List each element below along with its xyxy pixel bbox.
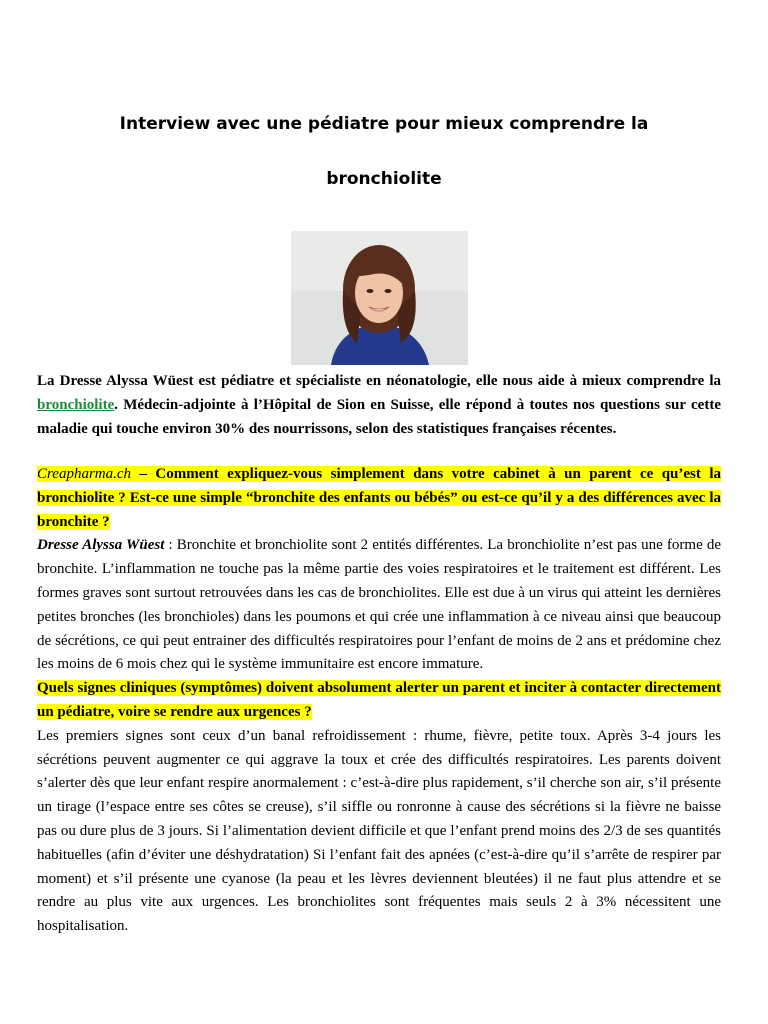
- page-title: Interview avec une pédiatre pour mieux comprendre la: [119, 114, 649, 134]
- interview-body: [37, 463, 721, 939]
- intro-paragraph: [37, 370, 721, 441]
- answer-2-text: Les premiers signes sont ceux d’un banal refroidissement : rhume, fièvre, petite toux. Après 3-4 jours les sécrétions peuvent augmenter ce qui aggrave la toux et crée des difficultés respiratoires. Les parents doivent s’alerter dès que leur enfant respire anormalement : c’est-à-dire plus rapidement, s’il cherche son air, s’il présente un tirage (l’espace entre ses côtes se creuse), s’il siffle ou ronronne à cause des sécrétions si la fièvre ne baisse pas ou dure plus de 3 jours. Si l’alimentation devient difficile et que l’enfant prend moins des 2/3 de ses quantités habituelles (afin d’éviter une déshydratation) Si l’enfant fait des apnées (c’est-à-dire qu’il s’arrête de respirer par moment) et s’il présente une cyanose (la peau et les lèvres deviennent bleutées) il ne faut plus attendre et se rendre au plus vite aux urgences. Les bronchiolites sont fréquentes mais seuls 2 à 3% nécessitent une hospitalisation.: [37, 727, 721, 935]
- pediatrician-photo: [291, 231, 468, 365]
- answer-1-text: : Bronchite et bronchiolite sont 2 entités différentes. La bronchiolite n’est pas une forme de bronchite. L’inflammation ne touche pas la même partie des voies respiratoires et le traitement est différent. Les formes graves sont surtout retrouvées dans les cas de bronchiolites. Elle est due à un virus qui atteint les dernières petites bronches (les bronchioles) dans les poumons et qui crée une inflammation à ce niveau ainsi que beaucoup de sécrétions, ce qui peut entrainer des difficultés respiratoires pour l’enfant de moins de 2 ans et prédomine chez les moins de 6 mois chez qui le système immunitaire est encore immature.: [37, 537, 721, 673]
- question-2: [37, 677, 721, 725]
- question-2-text: Quels signes cliniques (symptômes) doivent absolument alerter un parent et inciter à contacter directement un pédiatre, voire se rendre aux urgences ?: [37, 680, 721, 720]
- answer-2: [37, 725, 721, 939]
- question-source: Creapharma.ch: [37, 466, 132, 482]
- question-1: [37, 463, 721, 534]
- answer-1: [37, 534, 721, 677]
- page-title-continued: bronchiolite: [326, 169, 442, 189]
- bronchiolite-link[interactable]: bronchiolite: [37, 396, 115, 413]
- intro-text-continued: . Médecin-adjointe à l’Hôpital de Sion en Suisse, elle répond à toutes nos questions sur cette maladie qui touche environ 30% des nourrissons, selon des statistiques françaises récentes.: [37, 396, 721, 437]
- question-1-text: – Comment expliquez-vous simplement dans votre cabinet à un parent ce qu’est la bronchiolite ? Est-ce une simple “bronchite des enfants ou bébés” ou est-ce qu’il y a des différences avec la bronchite ?: [37, 466, 721, 530]
- intro-text: La Dresse Alyssa Wüest est pédiatre et spécialiste en néonatologie, elle nous aide à mieux comprendre la: [37, 373, 721, 389]
- answer-speaker: Dresse Alyssa Wüest: [37, 537, 165, 554]
